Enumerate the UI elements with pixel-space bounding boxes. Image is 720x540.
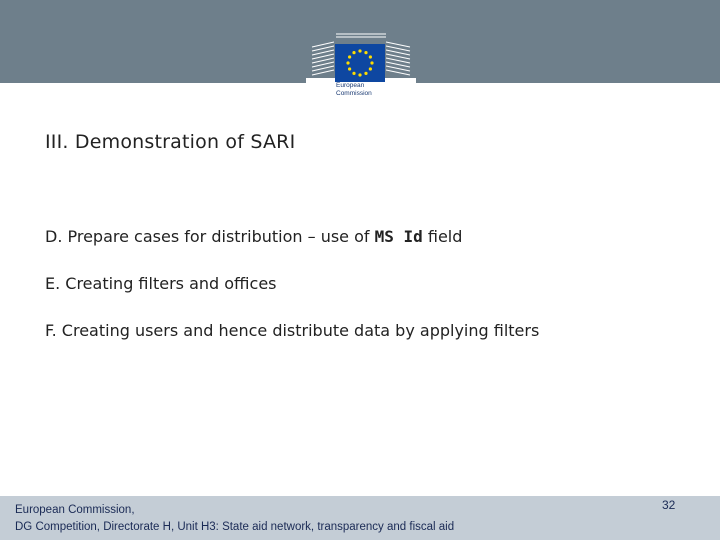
eu-star-icon (348, 67, 351, 70)
agenda-item-d (45, 227, 462, 246)
agenda-item-d-suffix: field (422, 227, 463, 246)
footer-line-1: European Commission, (15, 504, 135, 516)
eu-star-icon (370, 61, 373, 64)
footer-text (15, 502, 454, 536)
eu-star-icon (352, 51, 355, 54)
logo-line-european: European (336, 82, 365, 89)
footer-line-2: DG Competition, Directorate H, Unit H3: State aid network, transparency and fiscal aid (15, 521, 455, 533)
agenda-item-d-prefix: D. Prepare cases for distribution – use of (45, 227, 375, 246)
slide-title: III. Demonstration of SARI (45, 131, 296, 153)
agenda-item-f: F. Creating users and hence distribute data by applying filters (45, 321, 540, 340)
page-number: 32 (662, 498, 676, 512)
eu-star-icon (352, 72, 355, 75)
eu-star-icon (369, 67, 372, 70)
eu-star-icon (348, 55, 351, 58)
logo-wordmark (336, 82, 372, 98)
agenda-item-d-code: MS Id (374, 227, 423, 246)
footer-band (0, 496, 720, 540)
eu-star-icon (346, 61, 349, 64)
logo-line-commission: Commission (336, 90, 372, 97)
eu-star-icon (358, 49, 361, 52)
eu-star-icon (369, 55, 372, 58)
eu-star-icon (364, 72, 367, 75)
eu-star-icon (364, 51, 367, 54)
agenda-item-e: E. Creating filters and offices (45, 274, 277, 293)
eu-star-icon (358, 73, 361, 76)
